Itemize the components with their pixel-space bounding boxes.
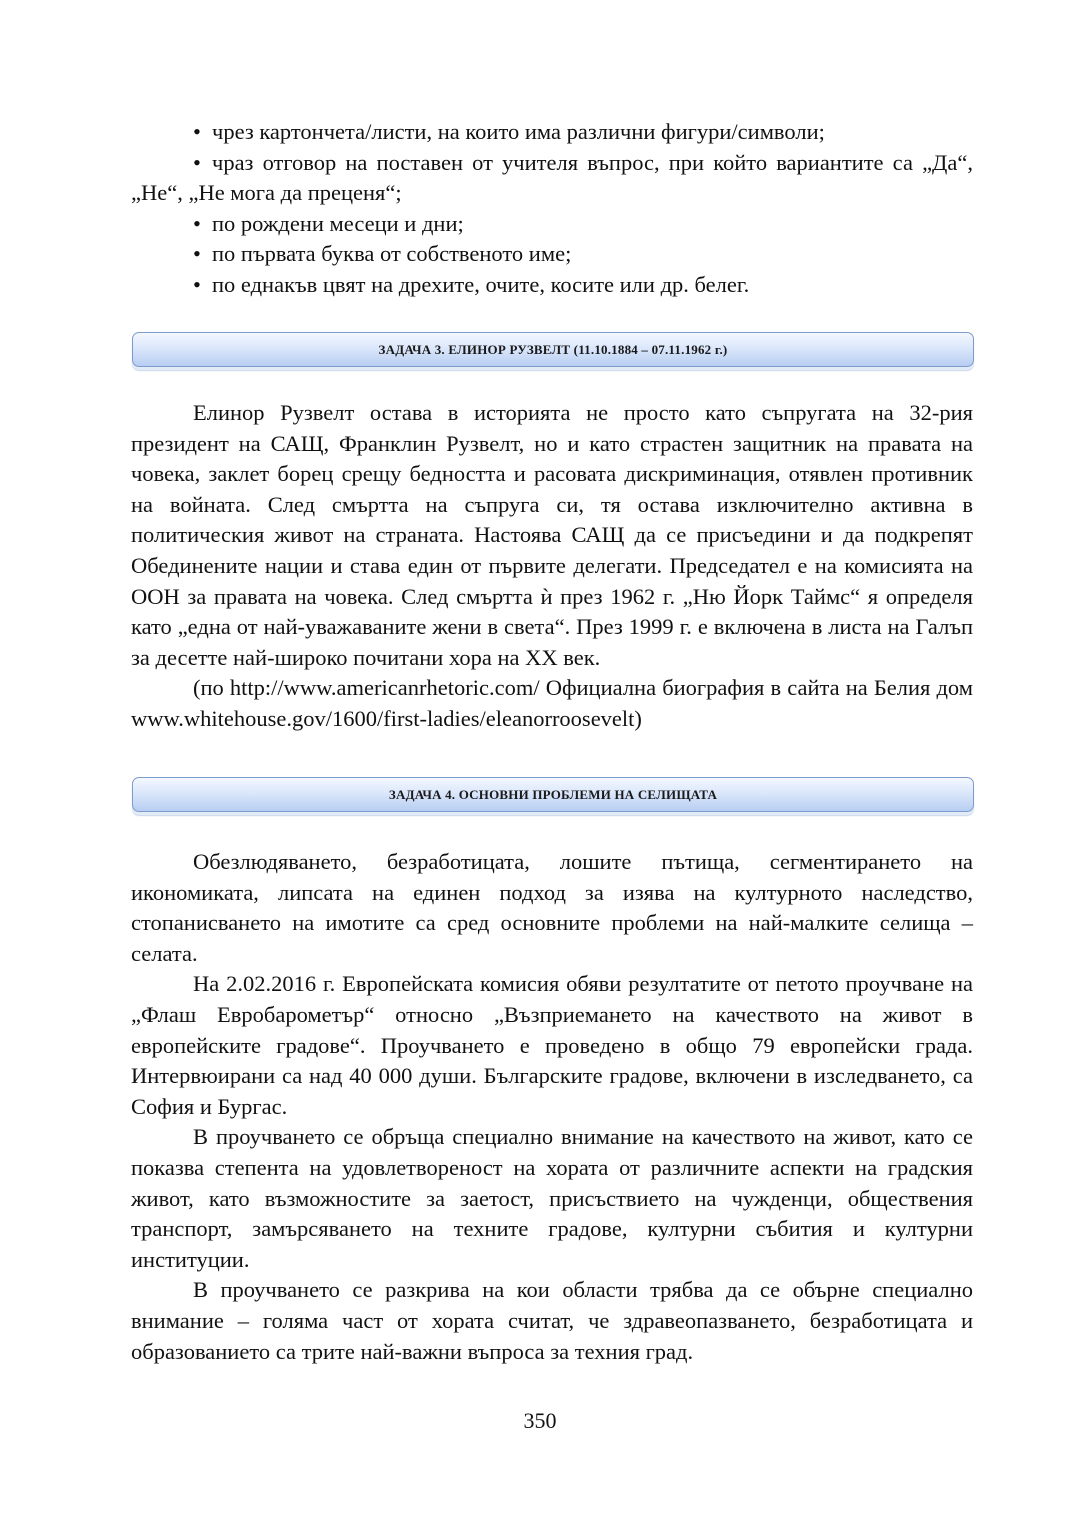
list-item xyxy=(131,148,973,209)
page-number: 350 xyxy=(523,1408,557,1433)
paragraph: Елинор Рузвелт остава в историята не просто като съпругата на 32-рия президент на САЩ, Франклин Рузвелт, но и като страстен защитник на правата на човека, заклет борец срещу бедността и расовата дискриминация, отявлен противник на войната. След смъртта на съпруга си, тя остава изключително активна в политическия живот на страната. Настоява САЩ да се присъедини и да подкрепят Обединените нации и става един от първите делегати. Председател е на комисията на ООН за правата на човека. След смъртта ѝ през 1962 г. „Ню Йорк Таймс“ я определя като „една от най-уважаваните жени в света“. През 1999 г. е включена в листа на Галъп за десетте най-широко почитани хора на XX век. xyxy=(131,400,973,670)
bullet-icon: • xyxy=(193,271,201,297)
list-item xyxy=(131,270,973,301)
list-item-text: чраз отговор на поставен от учителя въпрос, при който вариантите са „Да“, „Не“, „Не мога да преценя“; xyxy=(131,149,973,206)
paragraph: На 2.02.2016 г. Европейската комисия обяви резултатите от петото проучване на „Флаш Евробарометър“ относно „Възприемането на качеството на живот в европейските градове“. Проучването е проведено в общо 79 европейски града. Интервюирани са над 40 000 души. Българските градове, включени в изследването, са София и Бургас. xyxy=(131,971,973,1119)
task4-body xyxy=(131,847,973,1367)
source-citation: (по http://www.americanrhetoric.com/ Официална биография в сайта на Белия дом www.whitehouse.gov/1600/first-ladies/eleanorroosevelt) xyxy=(131,675,973,731)
list-item-text: по първата буква от собственото име; xyxy=(212,241,572,267)
list-item-text: чрез картончета/листи, на които има различни фигури/символи; xyxy=(212,119,825,144)
task4-title-banner xyxy=(132,777,974,812)
list-item xyxy=(131,117,973,148)
task4-title: ЗАДАЧА 4. ОСНОВНИ ПРОБЛЕМИ НА СЕЛИЩАТА xyxy=(388,786,718,802)
bullet-list xyxy=(131,117,973,301)
bullet-icon: • xyxy=(193,241,201,267)
list-item xyxy=(131,209,973,240)
bullet-icon: • xyxy=(193,119,201,144)
task3-body xyxy=(131,398,973,735)
list-item-text: по еднакъв цвят на дрехите, очите, косите или др. белег. xyxy=(212,271,750,297)
bullet-icon: • xyxy=(193,210,201,236)
task3-title: ЗАДАЧА 3. ЕЛИНОР РУЗВЕЛТ (11.10.1884 – 07.11.1962 г.) xyxy=(378,341,728,357)
task3-title-banner xyxy=(132,332,974,367)
paragraph: Обезлюдяването, безработицата, лошите пътища, сегментирането на икономиката, липсата на единен подход за изява на културното наследство, стопанисването на имотите са сред основните проблеми на най-малките селища – селата. xyxy=(131,849,973,966)
paragraph: В проучването се обръща специално внимание на качеството на живот, като се показва степента на удовлетвореност на хората от различните аспекти на градския живот, като възможностите за заетост, присъствието на чужденци, обществения транспорт, замърсяването на техните градове, културни събития и културни институции. xyxy=(131,1124,973,1272)
list-item xyxy=(131,239,973,270)
bullet-icon: • xyxy=(193,149,201,175)
list-item-text: по рождени месеци и дни; xyxy=(212,210,464,236)
paragraph: В проучването се разкрива на кои области трябва да се обърне специално внимание – голяма част от хората считат, че здравеопазването, безработицата и образованието са трите най-важни въпроса за техния град. xyxy=(131,1277,973,1364)
